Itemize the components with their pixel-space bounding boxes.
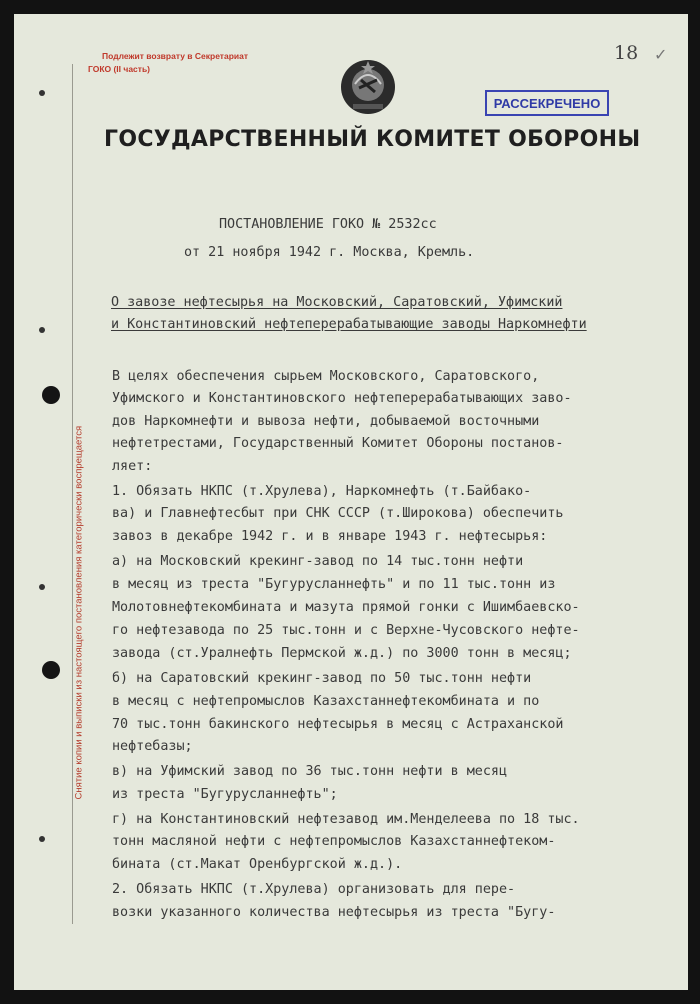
body-line: 2. Обязать НКПС (т.Хрулева) организовать для пере- (112, 882, 516, 897)
body-line: г) на Константиновский нефтезавод им.Менделеева по 18 тыс. (112, 812, 580, 827)
body-line: 70 тыс.тонн бакинского нефтесырья в месяц с Астраханской (112, 717, 564, 732)
body-line: дов Наркомнефти и вывоза нефти, добываемой восточными (112, 414, 540, 429)
document-page (14, 14, 688, 990)
return-note-line1: Подлежит возврату в Секретариат (102, 51, 249, 61)
subject-line1: О завозе нефтесырья на Московский, Саратовский, Уфимский (111, 295, 563, 310)
ussr-emblem-icon (339, 58, 397, 116)
body-line: нефтетрестами, Государственный Комитет Обороны постанов- (112, 436, 564, 451)
check-mark: ✓ (654, 45, 668, 64)
body-line: тонн масляной нефти с нефтепромыслов Казахстаннефтеком- (112, 834, 556, 849)
punch-hole (42, 386, 60, 404)
binding-dot (39, 836, 45, 842)
body-line: Молотовнефтекомбината и мазута прямой гонки с Ишимбаевско- (112, 600, 580, 615)
body-line: из треста "Бугурусланнефть"; (112, 787, 338, 802)
binding-dot (39, 327, 45, 333)
body-line: го нефтезавода по 25 тыс.тонн и с Верхне-Чусовского нефте- (112, 623, 580, 638)
committee-title: ГОСУДАРСТВЕННЫЙ КОМИТЕТ ОБОРОНЫ (104, 127, 641, 152)
binding-dot (39, 90, 45, 96)
body-line: ляет: (112, 459, 153, 474)
body-line: а) на Московский крекинг-завод по 14 тыс.тонн нефти (112, 554, 524, 569)
body-line: завода (ст.Уралнефть Пермской ж.д.) по 3000 тонн в месяц; (112, 646, 572, 661)
body-line: бината (ст.Макат Оренбургской ж.д.). (112, 857, 403, 872)
body-line: завоз в декабре 1942 г. и в январе 1943 г. нефтесырья: (112, 529, 548, 544)
decree-date-place: от 21 ноября 1942 г. Москва, Кремль. (184, 245, 475, 260)
body-line: б) на Саратовский крекинг-завод по 50 тыс.тонн нефти (112, 671, 532, 686)
declassified-stamp: РАССЕКРЕЧЕНО (485, 90, 609, 116)
subject-line2: и Константиновский нефтеперерабатывающие заводы Наркомнефти (111, 317, 587, 332)
body-line: 1. Обязать НКПС (т.Хрулева), Наркомнефть (т.Байбако- (112, 484, 532, 499)
body-line: нефтебазы; (112, 739, 193, 754)
punch-hole (42, 661, 60, 679)
return-note-line2: ГОКО (II часть) (88, 64, 151, 74)
copy-prohibition-note: Снятие копии и выписки из настоящего постановления категорически воспрещается (73, 425, 85, 800)
body-line: ва) и Главнефтесбыт при СНК СССР (т.Широкова) обеспечить (112, 506, 564, 521)
body-line: в месяц с нефтепромыслов Казахстаннефтекомбината и по (112, 694, 540, 709)
body-line: в месяц из треста "Бугурусланнефть" и по 11 тыс.тонн из (112, 577, 556, 592)
binding-dot (39, 584, 45, 590)
body-line: возки указанного количества нефтесырья из треста "Бугу- (112, 905, 556, 920)
body-line: Уфимского и Константиновского нефтеперерабатывающих заво- (112, 391, 572, 406)
body-line: В целях обеспечения сырьем Московского, Саратовского, (112, 369, 540, 384)
page-number: 18 (614, 42, 639, 64)
body-line: в) на Уфимский завод по 36 тыс.тонн нефти в месяц (112, 764, 508, 779)
decree-number: ПОСТАНОВЛЕНИЕ ГОКО № 2532сс (219, 217, 437, 232)
